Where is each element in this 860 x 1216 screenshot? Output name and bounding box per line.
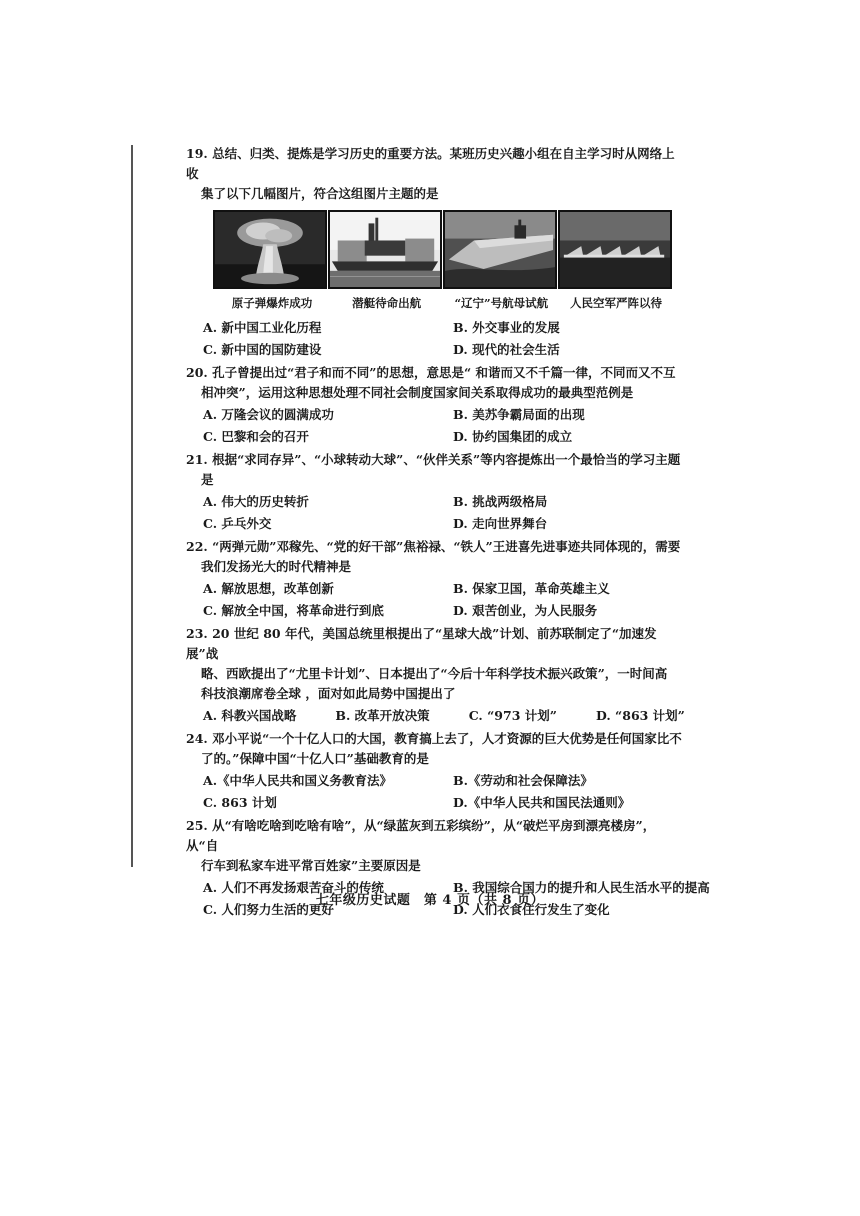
submarine-photo: [328, 210, 442, 289]
option-d[interactable]: D. 人们衣食住行发生了变化: [453, 902, 610, 917]
photo-captions: [215, 293, 673, 313]
photo-caption: “辽宁”号航母试航: [454, 296, 549, 310]
question-text: 相冲突”，运用这种思想处理不同社会制度国家间关系取得成功的最典型范例是: [201, 385, 634, 400]
options: [186, 705, 686, 727]
question-text: 集了以下几幅图片，符合这组图片主题的是: [201, 186, 439, 201]
option-d[interactable]: D.《中华人民共和国民法通则》: [453, 795, 631, 810]
question-text: 22. “两弹元勋”邓稼先、“党的好干部”焦裕禄、“铁人”王进喜先进事迹共同体现的，需要: [186, 539, 681, 554]
question-text: 行车到私家车进平常百姓家”主要原因是: [201, 858, 421, 873]
question-text: 略、西欧提出了“尤里卡计划”、日本提出了“今后十年科学技术振兴政策”，一时间高: [201, 666, 668, 681]
binding-margin-line: [131, 145, 133, 867]
option-a[interactable]: A. 伟大的历史转折: [203, 494, 309, 509]
option-d[interactable]: D. 艰苦创业，为人民服务: [453, 603, 598, 618]
question-20: [186, 363, 686, 448]
option-a[interactable]: A.《中华人民共和国义务教育法》: [203, 773, 393, 788]
photo-caption: 人民空军严阵以待: [569, 296, 662, 310]
fighter-jets-photo: [558, 210, 672, 289]
question-text: 科技浪潮席卷全球 ，面对如此局势中国提出了: [201, 686, 456, 701]
question-21: [186, 450, 686, 535]
option-d[interactable]: D. “863 计划”: [595, 708, 685, 723]
question-text: 是: [201, 472, 214, 487]
option-d[interactable]: D. 现代的社会生活: [453, 342, 560, 357]
option-b[interactable]: B. 外交事业的发展: [453, 320, 560, 335]
options: [186, 770, 686, 814]
options: [186, 491, 686, 535]
option-a[interactable]: A. 解放思想，改革创新: [203, 581, 334, 596]
question-text: 21. 根据“求同存异”、“小球转动大球”、“伙伴关系”等内容提炼出一个最恰当的学习主题: [186, 452, 681, 467]
question-text: 23. 20 世纪 80 年代，美国总统里根提出了“星球大战”计划、前苏联制定了“加速发展”战: [186, 626, 657, 661]
option-b[interactable]: B.《劳动和社会保障法》: [453, 773, 593, 788]
option-c[interactable]: C. 人们努力生活的更好: [203, 902, 334, 917]
question-text: 24. 邓小平说“一个十亿人口的大国，教育搞上去了，人才资源的巨大优势是任何国家比不: [186, 731, 682, 746]
question-text: 我们发扬光大的时代精神是: [201, 559, 352, 574]
mushroom-cloud-photo: [213, 210, 327, 289]
option-b[interactable]: B. 美苏争霸局面的出现: [453, 407, 585, 422]
photo-caption: 原子弹爆炸成功: [231, 296, 313, 310]
option-a[interactable]: A. 万隆会议的圆满成功: [203, 407, 334, 422]
option-c[interactable]: C. 乒乓外交: [203, 516, 272, 531]
page-footer: 七年级历史试题 第 4 页（共 8 页）: [315, 893, 545, 908]
question-22: [186, 537, 686, 622]
option-d[interactable]: D. 协约国集团的成立: [453, 429, 573, 444]
option-c[interactable]: C. 新中国的国防建设: [203, 342, 322, 357]
option-d[interactable]: D. 走向世界舞台: [453, 516, 548, 531]
options: [186, 404, 686, 448]
aircraft-carrier-photo: [443, 210, 557, 289]
options: [186, 317, 686, 361]
option-b[interactable]: B. 挑战两级格局: [453, 494, 548, 509]
option-b[interactable]: B. 保家卫国，革命英雄主义: [453, 581, 610, 596]
option-b[interactable]: B. 我国综合国力的提升和人民生活水平的提高: [453, 880, 710, 895]
option-c[interactable]: C. 解放全中国，将革命进行到底: [203, 603, 384, 618]
question-text: 20. 孔子曾提出过“君子和而不同”的思想，意思是“ 和谐而又不千篇一律，不同而又不互: [186, 365, 676, 380]
option-a[interactable]: A. 人们不再发扬艰苦奋斗的传统: [203, 880, 384, 895]
option-a[interactable]: A. 科教兴国战略: [203, 708, 297, 723]
photo-row: [213, 210, 672, 289]
option-c[interactable]: C. 863 计划: [203, 795, 277, 810]
option-b[interactable]: B. 改革开放决策: [335, 708, 430, 723]
question-19: [186, 144, 686, 361]
option-c[interactable]: C. “973 计划”: [468, 708, 557, 723]
option-c[interactable]: C. 巴黎和会的召开: [203, 429, 309, 444]
option-a[interactable]: A. 新中国工业化历程: [203, 320, 322, 335]
question-text: 25. 从“有啥吃啥到吃啥有啥”，从“绿蓝灰到五彩缤纷”，从“破烂平房到漂亮楼房”，从“自: [186, 818, 656, 853]
options: [186, 578, 686, 622]
question-text: 了的。”保障中国“十亿人口”基础教育的是: [201, 751, 429, 766]
question-text: 19. 总结、归类、提炼是学习历史的重要方法。某班历史兴趣小组在自主学习时从网络上收: [186, 146, 675, 181]
question-24: [186, 729, 686, 814]
question-23: [186, 624, 686, 727]
question-list: [186, 144, 710, 923]
photo-caption: 潜艇待命出航: [352, 296, 422, 310]
